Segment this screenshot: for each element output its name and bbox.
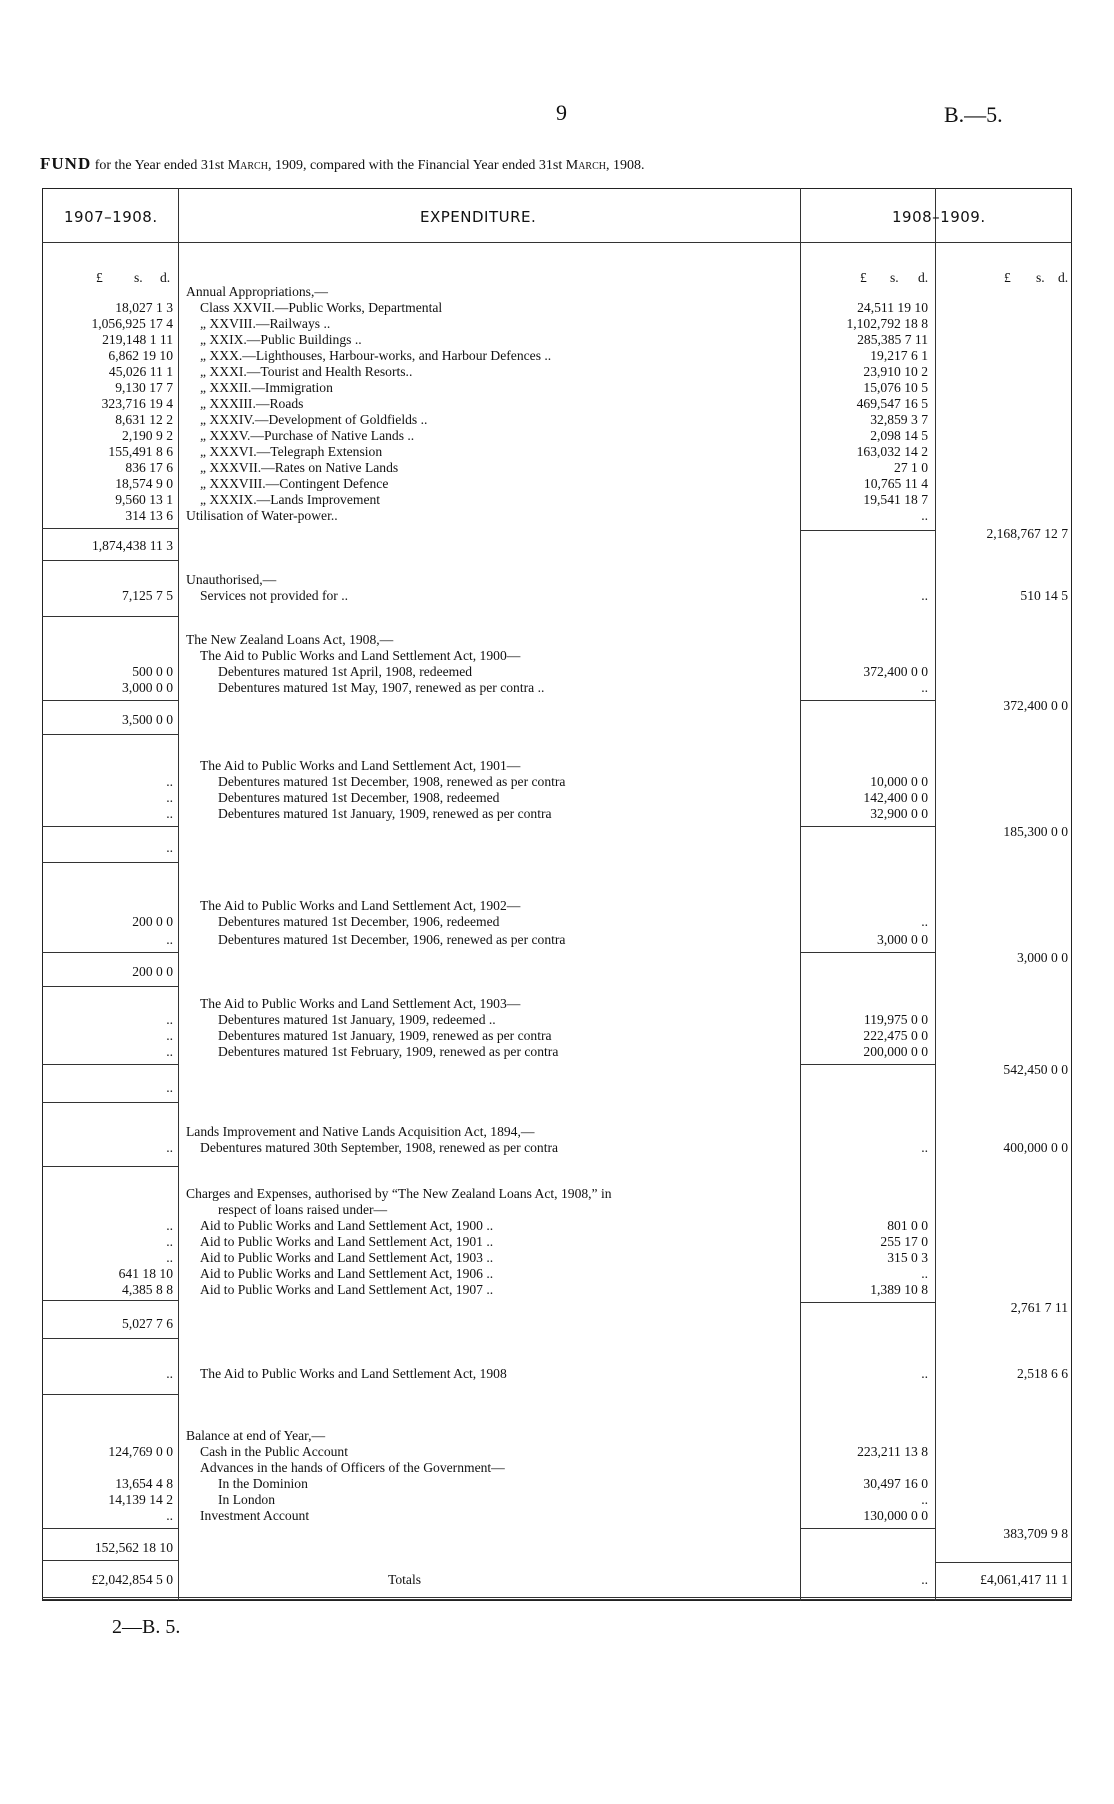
act1901-label-0: Debentures matured 1st December, 1908, renewed as per contra [218, 774, 566, 789]
charges-prev-3: 641 18 10 [118, 1266, 173, 1281]
annual-cur-13: .. [921, 508, 928, 523]
annual-cur-total: 2,168,767 12 7 [986, 526, 1068, 541]
rule-unauthorised [42, 616, 178, 617]
act1903-label-1: Debentures matured 1st January, 1909, renewed as per contra [218, 1028, 552, 1043]
annual-prev-2: 219,148 1 11 [102, 332, 173, 347]
charges-prev-1: .. [166, 1234, 173, 1249]
rule-balance-prev-2 [42, 1560, 178, 1561]
nzloans-label-0: Debentures matured 1st April, 1908, redeemed [218, 664, 473, 679]
annual-prev-13: 314 13 6 [125, 508, 173, 523]
nzloans-cur-1: .. [921, 680, 928, 695]
annual-cur-4: 23,910 10 2 [863, 364, 928, 379]
annual-cur-10: 27 1 0 [894, 460, 928, 475]
annual-label-10: „ XXXVII.—Rates on Native Lands [200, 460, 399, 475]
balance-cash-label: Cash in the Public Account [200, 1444, 349, 1459]
balance-total: 383,709 9 8 [1003, 1526, 1068, 1541]
charges-label-1: Aid to Public Works and Land Settlement Act, 1901 .. [200, 1234, 494, 1249]
annual-prev-1: 1,056,925 17 4 [91, 316, 173, 331]
annual-cur-2: 285,385 7 11 [857, 332, 928, 347]
charges-cur-2: 315 0 3 [887, 1250, 928, 1265]
annual-cur-0: 24,511 19 10 [857, 300, 928, 315]
act1901-cur-2: 32,900 0 0 [870, 806, 928, 821]
page-number: 9 [556, 100, 567, 125]
act1902-prev-1: .. [166, 932, 173, 947]
nzloans-label-1: Debentures matured 1st May, 1907, renewed as per contra .. [218, 680, 545, 695]
unauthorised-label: Services not provided for .. [200, 588, 348, 603]
act1901-label-1: Debentures matured 1st December, 1908, redeemed [218, 790, 500, 805]
title-mid: , 1909, compared with the Financial Year ended 31st [267, 158, 563, 173]
act1903-label-0: Debentures matured 1st January, 1909, redeemed .. [218, 1012, 496, 1027]
act1903-heading: The Aid to Public Works and Land Settlement Act, 1903— [200, 996, 521, 1011]
charges-label-0: Aid to Public Works and Land Settlement Act, 1900 .. [200, 1218, 494, 1233]
balance-london-cur: .. [921, 1492, 928, 1507]
totals-label: Totals [388, 1572, 422, 1587]
annual-prev-9: 155,491 8 6 [108, 444, 173, 459]
page-reference: B.—5. [944, 102, 1003, 127]
balance-london-label: In London [218, 1492, 276, 1507]
nzloans-heading: The New Zealand Loans Act, 1908,— [186, 632, 394, 647]
annual-label-3: „ XXX.—Lighthouses, Harbour-works, and Harbour Defences .. [200, 348, 552, 363]
charges-cur-1: 255 17 0 [880, 1234, 928, 1249]
rule-act1902-prev [42, 952, 178, 953]
annual-label-7: „ XXXIV.—Development of Goldfields .. [200, 412, 428, 427]
nzloans-prev-1: 3,000 0 0 [122, 680, 173, 695]
lands1894-heading: Lands Improvement and Native Lands Acquisition Act, 1894,— [186, 1124, 535, 1139]
bottom-rule [42, 1597, 1072, 1600]
rule-balance-cur [800, 1528, 935, 1529]
rule-charges-cur [800, 1302, 935, 1303]
act1908-prev: .. [166, 1366, 173, 1381]
balance-dominion-cur: 30,497 16 0 [863, 1476, 928, 1491]
rule-act1908 [42, 1394, 178, 1395]
act1903-label-2: Debentures matured 1st February, 1909, renewed as per contra [218, 1044, 559, 1059]
annual-label-8: „ XXXV.—Purchase of Native Lands .. [200, 428, 415, 443]
balance-invest-prev: .. [166, 1508, 173, 1523]
charges-label-3: Aid to Public Works and Land Settlement Act, 1906 .. [200, 1266, 494, 1281]
annual-cur-8: 2,098 14 5 [870, 428, 928, 443]
annual-prev-4: 45,026 11 1 [108, 364, 173, 379]
annual-cur-5: 15,076 10 5 [863, 380, 928, 395]
act1908-cur: .. [921, 1366, 928, 1381]
charges-heading-2: respect of loans raised under— [218, 1202, 388, 1217]
balance-cash-cur: 223,211 13 8 [857, 1444, 928, 1459]
totals-prev: £2,042,854 5 0 [91, 1572, 173, 1587]
rule-charges-prev [42, 1300, 178, 1301]
rule-charges-prev-2 [42, 1338, 178, 1339]
rule-act1901-prev-2 [42, 862, 178, 863]
act1903-prev-2: .. [166, 1044, 173, 1059]
act1908-total: 2,518 6 6 [1017, 1366, 1068, 1381]
header-expenditure: EXPENDITURE. [420, 208, 537, 226]
rule-nzloans-prev [42, 700, 178, 701]
act1902-label-0: Debentures matured 1st December, 1906, redeemed [218, 914, 500, 929]
unit-s-total: s. [1036, 270, 1045, 285]
act1903-prev-1: .. [166, 1028, 173, 1043]
act1901-prev-1: .. [166, 790, 173, 805]
page-title [40, 154, 645, 174]
annual-prev-5: 9,130 17 7 [115, 380, 173, 395]
annual-cur-12: 19,541 18 7 [863, 492, 928, 507]
charges-prev-total: 5,027 7 6 [122, 1316, 173, 1331]
act1901-label-2: Debentures matured 1st January, 1909, renewed as per contra [218, 806, 552, 821]
charges-label-2: Aid to Public Works and Land Settlement Act, 1903 .. [200, 1250, 494, 1265]
act1902-prev-total: 200 0 0 [132, 964, 173, 979]
charges-cur-0: 801 0 0 [887, 1218, 928, 1233]
annual-label-13: Utilisation of Water-power.. [186, 508, 338, 523]
act1902-total: 3,000 0 0 [1017, 950, 1068, 965]
annual-prev-6: 323,716 19 4 [101, 396, 173, 411]
nzloans-prev-total: 3,500 0 0 [122, 712, 173, 727]
nzloans-sub: The Aid to Public Works and Land Settlement Act, 1900— [200, 648, 521, 663]
balance-cash-prev: 124,769 0 0 [108, 1444, 173, 1459]
rule-nzloans-cur [800, 700, 935, 701]
unauthorised-heading: Unauthorised,— [186, 572, 277, 587]
act1901-total: 185,300 0 0 [1003, 824, 1068, 839]
annual-label-9: „ XXXVI.—Telegraph Extension [200, 444, 383, 459]
rule-annual-prev-2 [42, 560, 178, 561]
unit-pound-cur: £ [860, 270, 867, 285]
header-rule [42, 242, 1072, 243]
rule-act1901-prev [42, 826, 178, 827]
rule-nzloans-prev-2 [42, 734, 178, 735]
rule-act1902-prev-2 [42, 986, 178, 987]
lands1894-label: Debentures matured 30th September, 1908, renewed as per contra [200, 1140, 559, 1155]
header-1907-1908: 1907–1908. [64, 208, 158, 226]
column-rule-3 [935, 188, 936, 1601]
unit-d-total: d. [1058, 270, 1069, 285]
annual-label-1: „ XXVIII.—Railways .. [200, 316, 331, 331]
unit-d-prev: d. [160, 270, 171, 285]
lands1894-cur: .. [921, 1140, 928, 1155]
rule-act1901-cur [800, 826, 935, 827]
nzloans-total: 372,400 0 0 [1003, 698, 1068, 713]
column-rule-2 [800, 188, 801, 1601]
annual-prev-8: 2,190 9 2 [122, 428, 173, 443]
annual-cur-6: 469,547 16 5 [856, 396, 928, 411]
annual-prev-12: 9,560 13 1 [115, 492, 173, 507]
annual-label-6: „ XXXIII.—Roads [200, 396, 304, 411]
act1903-total: 542,450 0 0 [1003, 1062, 1068, 1077]
act1902-heading: The Aid to Public Works and Land Settlement Act, 1902— [200, 898, 521, 913]
unauthorised-total: 510 14 5 [1020, 588, 1068, 603]
annual-prev-11: 18,574 9 0 [115, 476, 173, 491]
unit-s-prev: s. [134, 270, 143, 285]
totals-total: £4,061,417 11 1 [980, 1572, 1068, 1587]
annual-cur-7: 32,859 3 7 [870, 412, 928, 427]
header-1908-1909: 1908–1909. [892, 208, 986, 226]
column-rule-1 [178, 188, 179, 1601]
charges-label-4: Aid to Public Works and Land Settlement Act, 1907 .. [200, 1282, 494, 1297]
balance-dominion-label: In the Dominion [218, 1476, 308, 1491]
act1903-cur-2: 200,000 0 0 [863, 1044, 928, 1059]
act1902-cur-1: 3,000 0 0 [877, 932, 928, 947]
annual-label-12: „ XXXIX.—Lands Improvement [200, 492, 381, 507]
nzloans-cur-0: 372,400 0 0 [863, 664, 928, 679]
balance-prev-total: 152,562 18 10 [94, 1540, 173, 1555]
rule-act1902-cur [800, 952, 935, 953]
annual-cur-9: 163,032 14 2 [856, 444, 928, 459]
annual-label-2: „ XXIX.—Public Buildings .. [200, 332, 362, 347]
annual-label-4: „ XXXI.—Tourist and Health Resorts.. [200, 364, 413, 379]
act1901-prev-2: .. [166, 806, 173, 821]
act1901-cur-0: 10,000 0 0 [870, 774, 928, 789]
annual-label-0: Class XXVII.—Public Works, Departmental [200, 300, 443, 315]
charges-cur-3: .. [921, 1266, 928, 1281]
lands1894-prev: .. [166, 1140, 173, 1155]
act1903-cur-1: 222,475 0 0 [863, 1028, 928, 1043]
annual-label-5: „ XXXII.—Immigration [200, 380, 333, 395]
balance-heading: Balance at end of Year,— [186, 1428, 326, 1443]
act1908-label: The Aid to Public Works and Land Settlement Act, 1908 [200, 1366, 507, 1381]
title-text: for the Year ended 31st [94, 158, 225, 173]
charges-total: 2,761 7 11 [1010, 1300, 1068, 1315]
unit-s-cur: s. [890, 270, 899, 285]
balance-london-prev: 14,139 14 2 [108, 1492, 173, 1507]
charges-cur-4: 1,389 10 8 [870, 1282, 928, 1297]
act1902-prev-0: 200 0 0 [132, 914, 173, 929]
annual-heading: Annual Appropriations,— [186, 284, 328, 299]
title-end: , 1908. [606, 158, 645, 173]
rule-annual-cur [800, 530, 935, 531]
totals-cur: .. [921, 1572, 928, 1587]
annual-cur-11: 10,765 11 4 [863, 476, 928, 491]
annual-cur-3: 19,217 6 1 [870, 348, 928, 363]
balance-dominion-prev: 13,654 4 8 [115, 1476, 173, 1491]
title-month-2: March [565, 158, 606, 173]
unit-pound-total: £ [1004, 270, 1011, 285]
charges-prev-0: .. [166, 1218, 173, 1233]
annual-prev-3: 6,862 19 10 [108, 348, 173, 363]
unauthorised-prev: 7,125 7 5 [122, 588, 173, 603]
rule-annual-prev [42, 528, 178, 529]
charges-heading-1: Charges and Expenses, authorised by “The New Zealand Loans Act, 1908,” in [186, 1186, 612, 1201]
unauthorised-cur: .. [921, 588, 928, 603]
rule-balance-prev [42, 1528, 178, 1529]
annual-prev-10: 836 17 6 [125, 460, 173, 475]
act1901-prev-0: .. [166, 774, 173, 789]
act1903-prev-total: .. [166, 1080, 173, 1095]
act1901-heading: The Aid to Public Works and Land Settlement Act, 1901— [200, 758, 521, 773]
rule-act1903-prev [42, 1064, 178, 1065]
unit-d-cur: d. [918, 270, 929, 285]
annual-prev-7: 8,631 12 2 [115, 412, 173, 427]
title-fund: FUND [40, 154, 92, 173]
annual-cur-1: 1,102,792 18 8 [846, 316, 928, 331]
charges-prev-2: .. [166, 1250, 173, 1265]
act1902-cur-0: .. [921, 914, 928, 929]
balance-invest-label: Investment Account [200, 1508, 310, 1523]
rule-lands1894 [42, 1166, 178, 1167]
footer-ref: 2—B. 5. [112, 1616, 181, 1638]
annual-label-11: „ XXXVIII.—Contingent Defence [200, 476, 389, 491]
rule-act1903-cur [800, 1064, 935, 1065]
act1903-cur-0: 119,975 0 0 [863, 1012, 928, 1027]
lands1894-total: 400,000 0 0 [1003, 1140, 1068, 1155]
title-month-1: March [227, 158, 268, 173]
balance-invest-cur: 130,000 0 0 [863, 1508, 928, 1523]
rule-act1903-prev-2 [42, 1102, 178, 1103]
act1901-cur-1: 142,400 0 0 [863, 790, 928, 805]
charges-prev-4: 4,385 8 8 [122, 1282, 173, 1297]
act1902-label-1: Debentures matured 1st December, 1906, renewed as per contra [218, 932, 566, 947]
unit-pound-prev: £ [96, 270, 103, 285]
act1903-prev-0: .. [166, 1012, 173, 1027]
rule-totals-top [935, 1562, 1072, 1563]
annual-prev-total: 1,874,438 11 3 [91, 538, 173, 553]
nzloans-prev-0: 500 0 0 [132, 664, 173, 679]
balance-advances-label: Advances in the hands of Officers of the Government— [200, 1460, 505, 1475]
annual-prev-0: 18,027 1 3 [115, 300, 173, 315]
act1901-prev-total: .. [166, 840, 173, 855]
